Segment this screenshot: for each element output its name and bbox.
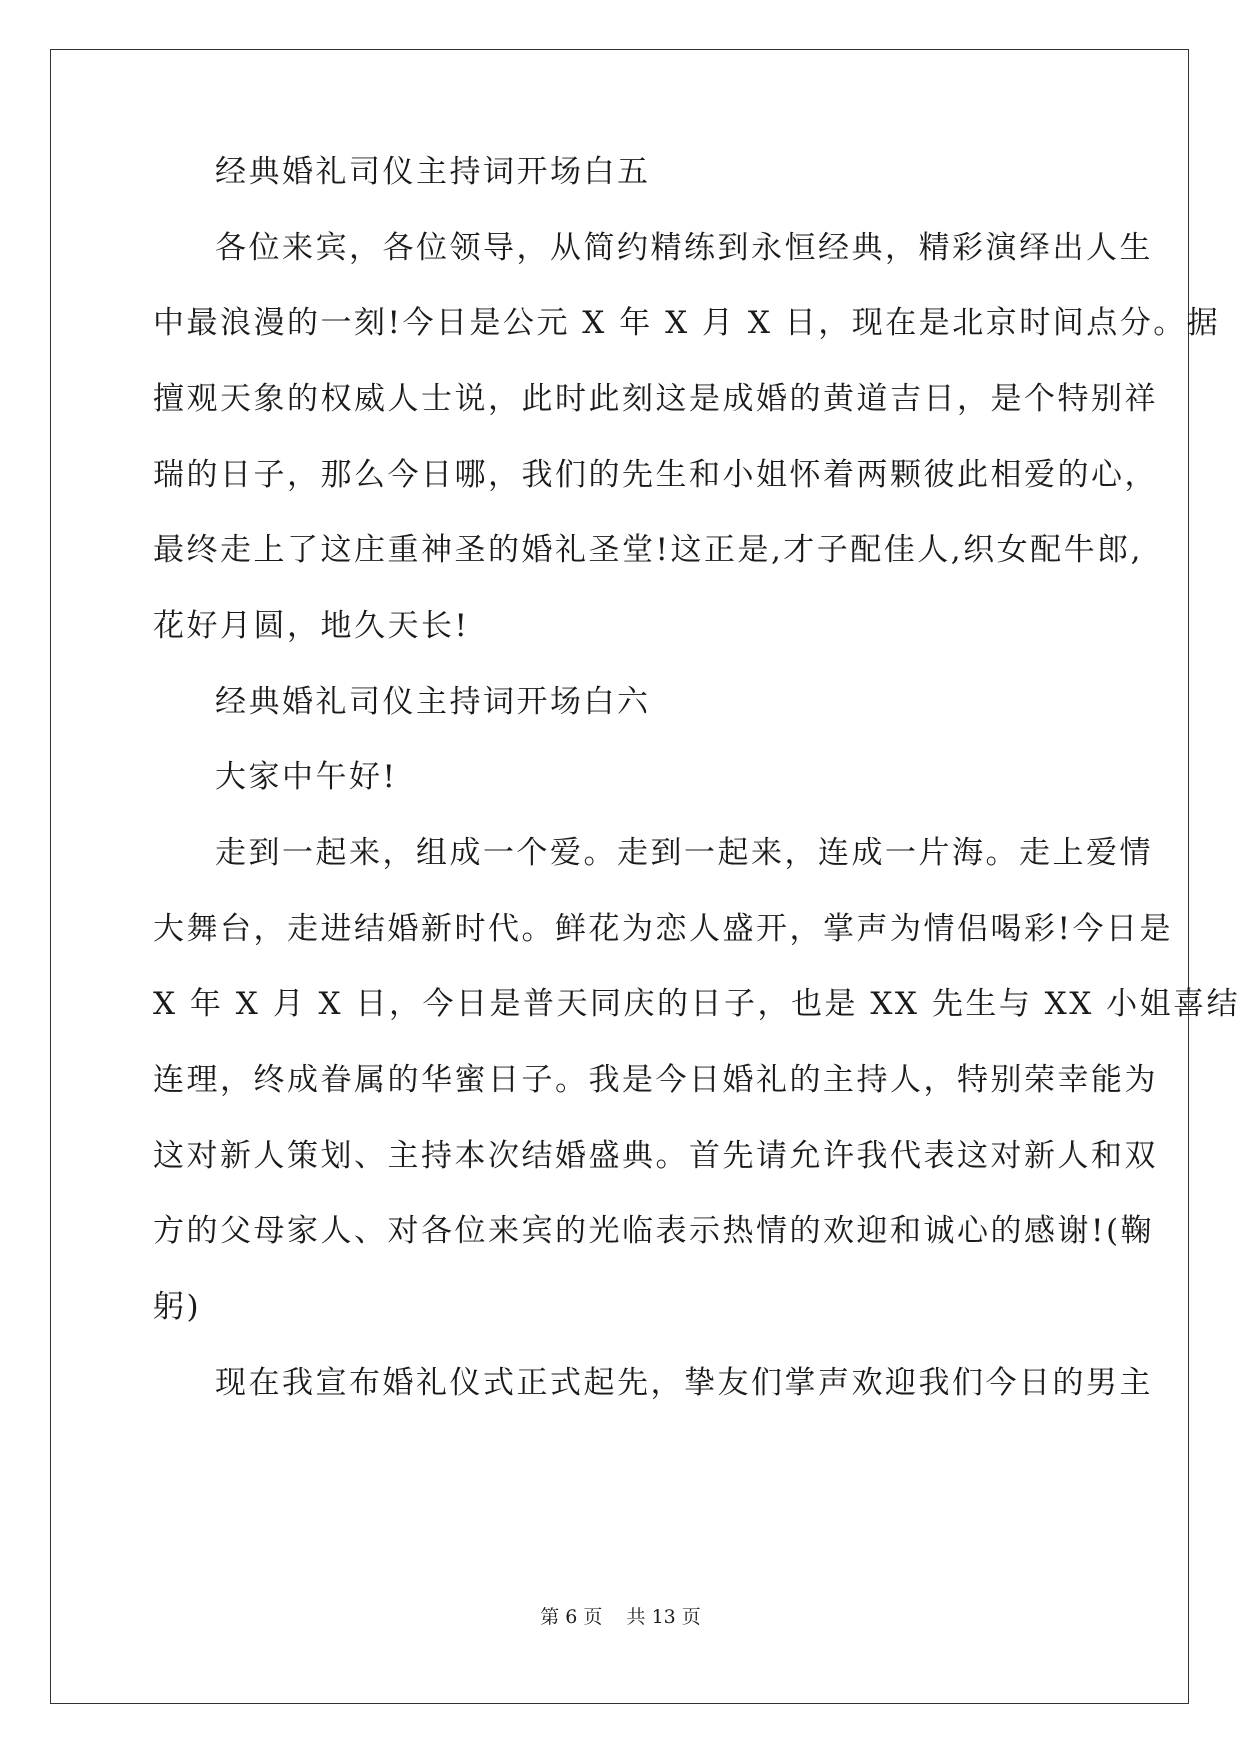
- page-number: 第 6 页 共 13 页: [540, 1606, 701, 1628]
- paragraph-line: 最终走上了这庄重神圣的婚礼圣堂!这正是,才子配佳人,织女配牛郎,: [153, 532, 1144, 568]
- paragraph-line: 方的父母家人、对各位来宾的光临表示热情的欢迎和诚心的感谢!(鞠: [153, 1213, 1155, 1249]
- paragraph-line: 现在我宣布婚礼仪式正式起先，挚友们掌声欢迎我们今日的男主: [215, 1365, 1153, 1401]
- section-heading-five: 经典婚礼司仪主持词开场白五: [215, 154, 651, 190]
- paragraph-line: 各位来宾，各位领导，从简约精练到永恒经典，精彩演绎出人生: [215, 230, 1153, 266]
- paragraph-line: X 年 X 月 X 日，今日是普天同庆的日子，也是 XX 先生与 XX 小姐喜结: [153, 986, 1241, 1022]
- page-border: [50, 49, 1241, 1704]
- paragraph-line: 躬): [153, 1289, 202, 1325]
- paragraph-line: 中最浪漫的一刻!今日是公元 X 年 X 月 X 日，现在是北京时间点分。据: [153, 305, 1221, 341]
- paragraph-line: 大舞台，走进结婚新时代。鲜花为恋人盛开，掌声为情侣喝彩!今日是: [153, 911, 1173, 947]
- paragraph-line: 擅观天象的权威人士说，此时此刻这是成婚的黄道吉日，是个特别祥: [153, 381, 1158, 417]
- paragraph-line: 花好月圆，地久天长!: [153, 608, 470, 644]
- greeting-line: 大家中午好!: [215, 759, 398, 795]
- paragraph-line: 这对新人策划、主持本次结婚盛典。首先请允许我代表这对新人和双: [153, 1138, 1158, 1174]
- paragraph-line: 连理，终成眷属的华蜜日子。我是今日婚礼的主持人，特别荣幸能为: [153, 1062, 1158, 1098]
- paragraph-line: 瑞的日子，那么今日哪，我们的先生和小姐怀着两颗彼此相爱的心，: [153, 457, 1158, 493]
- section-heading-six: 经典婚礼司仪主持词开场白六: [215, 684, 651, 720]
- paragraph-line: 走到一起来，组成一个爱。走到一起来，连成一片海。走上爱情: [215, 835, 1153, 871]
